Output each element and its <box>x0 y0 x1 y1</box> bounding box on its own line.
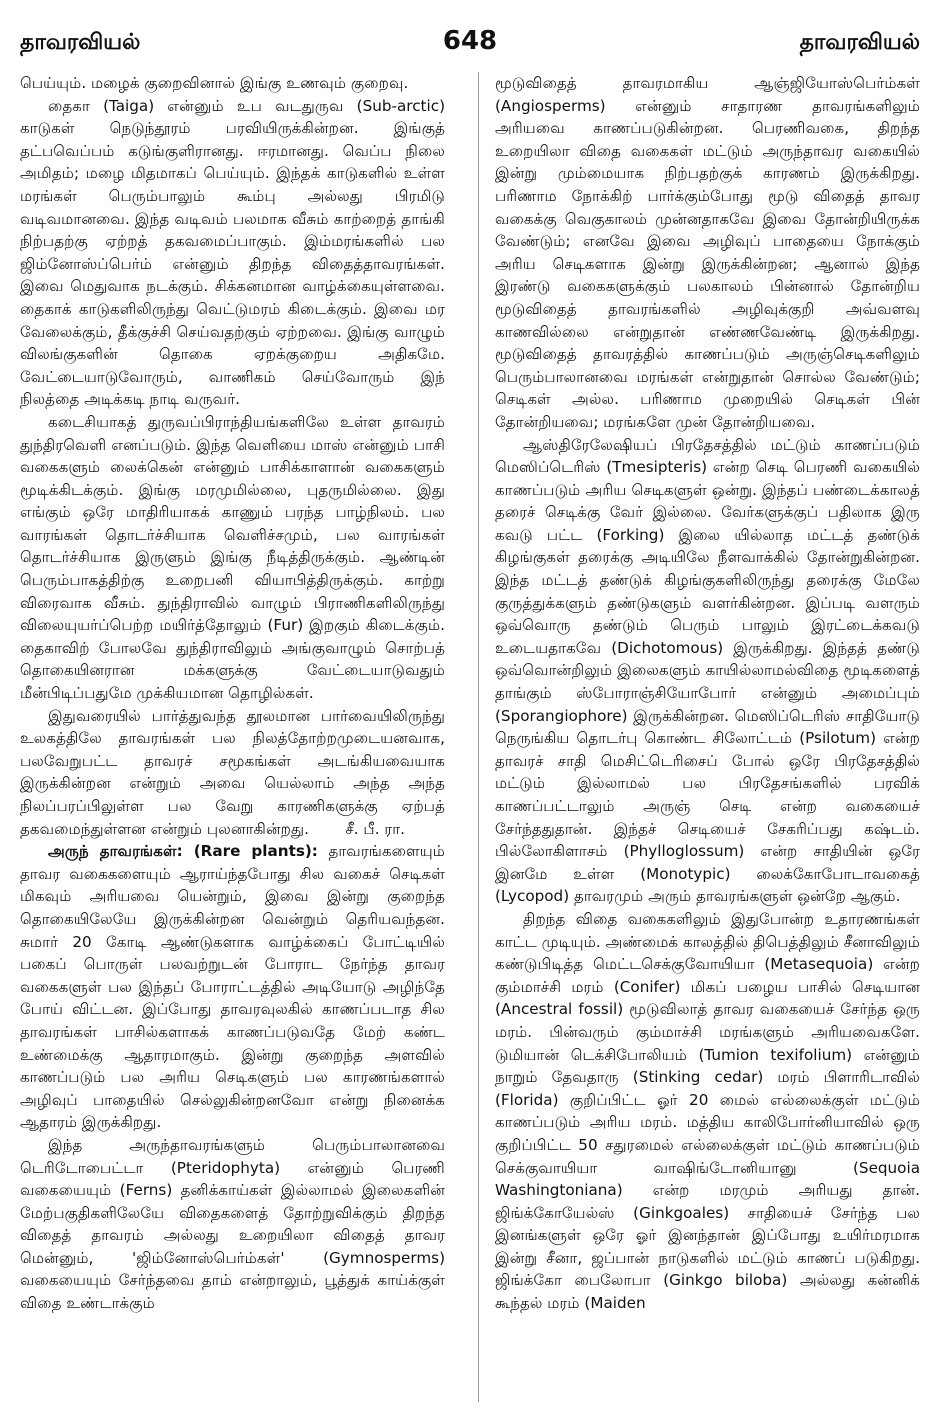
author-signature: சீ. பீ. ரா. <box>345 819 405 838</box>
running-title-right: தாவரவியல் <box>799 30 920 55</box>
column-divider <box>478 72 479 1402</box>
section-paragraph <box>20 840 445 1134</box>
section-heading: அருந் தாவரங்கள்: (Rare plants): <box>48 842 318 861</box>
paragraph: மூடுவிதைத் தாவரமாகிய ஆஞ்ஜியோஸ்பெர்ம்கள் (Angiosperms) என்னும் சாதாரண தாவரங்களிலும் அரியவை காணப்படுகின்றன. பெரணிவகை, திறந்த உறையிலா விதை வகைகள் மட்டும் அருந்தாவர வகையில் இன்று மும்மையாக நிற்பதற்குக் காரணம் இருக்கிறது. பரிணாம நோக்கிற் பார்க்கும்போது மூடு விதைத் தாவர வகைக்கு வெகுகாலம் முன்னதாகவே இவை தோன்றியிருக்க வேண்டும்; எனவே இவை அழிவுப் பாதையை நோக்கும் அரிய செடிகளாக இன்று இருக்கின்றன; ஆனால் இந்த இரண்டு வகைகளுக்கும் பலகாலம் பின்னால் தோன்றிய மூடுவிதைத் தாவரங்களில் அழிவுக்குறி அவ்வளவு காணவில்லை என்றுதான் எண்ணவேண்டி இருக்கிறது. மூடுவிதைத் தாவரத்தில் காணப்படும் அருஞ்செடிகளிலும் பெரும்பாலானவை மரங்கள் என்றுதான் சொல்ல வேண்டும்; செடிகள் அல்ல. பரிணாம முறையில் செடிகள் பின் தோன்றியவை; மரங்களே முன் தோன்றியவை. <box>495 74 920 431</box>
paragraph-text: தாவரங்களையும் தாவர வகைகளையும் ஆராய்ந்தபோது சில வகைச் செடிகள் மிகவும் அரியவை யென்றும், இவை இன்று குறைந்த தொகையிலேயே இருக்கின்றன வென்றும் தெரியவந்தன. சுமார் 20 கோடி ஆண்டுகளாக வாழ்க்கைப் போட்டியில் பகைப் பொருள் பலவற்றுடன் போராட நேர்ந்த தாவர வகைகளுள் பல இந்தப் போராட்டத்தில் அடியோடு அழிந்தே போய் விட்டன. இப்போது தாவரவுலகில் காணப்படாத சில தாவரங்கள் பாசில்களாகக் காணப்படுவதே மேற் கண்ட உண்மைக்கு ஆதாரமாகும். இன்று குறைந்த அளவில் காணப்படும் பல அரிய செடிகளும் பல காரணங்களால் அழிவுப் பாதையில் செல்லுகின்றனவோ என்று நினைக்க ஆதாரம் இருக்கிறது. <box>20 842 445 1132</box>
page-number: 648 <box>442 26 498 56</box>
page-header <box>20 26 920 64</box>
paragraph: இதுவரையில் பார்த்துவந்த தூலமான பார்வையிலிருந்து உலகத்திலே தாவரங்கள் பல நிலத்தோற்றமுடையனவாக, பலவேறுபட்ட தாவரச் சமூகங்கள் அடங்கியவையாக இருக்கின்றன என்றும் அவை யெல்லாம் அந்த அந்த நிலப்பரப்பிலுள்ள பல வேறு காரணிகளுக்கு ஏற்பத் தகவமைந்துள்ளன என்றும் புலனாகின்றது. <box>20 706 445 838</box>
paragraph: பெய்யும். மழைக் குறைவினால் இங்கு உணவும் குறைவு. <box>20 74 409 92</box>
running-title-left: தாவரவியல் <box>20 30 141 55</box>
paragraph: தைகா (Taiga) என்னும் உப வடதுருவ (Sub-arctic) காடுகள் நெடுந்தூரம் பரவியிருக்கின்றன. இங்குத் தட்பவெப்பம் கடுங்குளிரானது. ஈரமானது. வெப்ப நிலை அமிதம்; மழை மிதமாகப் பெய்யும். இந்தக் காடுகளில் உள்ள மரங்கள் பெரும்பாலும் கூம்பு அல்லது பிரமிடு வடிவமானவை. இந்த வடிவம் பலமாக வீசும் காற்றைத் தாங்கி நிற்பதற்கு ஏற்றத் தகவமைப்பாகும். இம்மரங்களில் பல ஜிம்னோஸ்ப்பெர்ம் என்னும் திறந்த விதைத்தாவரங்கள். இவை மெதுவாக நடக்கும். சிக்கனமான வாழ்க்கையுள்ளவை. தைகாக் காடுகளிலிருந்து வெட்டுமரம் கிடைக்கும். இவை மர வேலைக்கும், தீக்குச்சி செய்வதற்கும் ஏற்றவை. இங்கு வாழும் விலங்குகளின் தொகை ஏறக்குறைய அதிகமே. வேட்டையாடுவோரும், வாணிகம் செய்வோரும் இந் நிலத்தை அடிக்கடி நாடி வருவர். <box>20 96 445 409</box>
right-column <box>495 72 920 1417</box>
paragraph: ஆஸ்திரேலேஷியப் பிரதேசத்தில் மட்டும் காணப்படும் மெஸிப்டெரிஸ் (Tmesipteris) என்ற செடி பெரணி வகையில் காணப்படும் அரிய செடிகளுள் ஒன்று. இந்தப் பண்டைக்காலத் தரைச் செடிக்கு வேர் இல்லை. வேர்களுக்குப் பதிலாக இரு கவடு பட்ட (Forking) இலை யில்லாத மட்டத் தண்டுக் கிழங்குகள் தரைக்கு அடியிலே நீளவாக்கில் தோன்றுகின்றன. இந்த மட்டத் தண்டுக் கிழங்குகளிலிருந்து தரைக்கு மேலே குருத்துக்களும் தண்டுகளும் வளர்கின்றன. இப்படி வளரும் ஒவ்வொரு தண்டும் பெரும் பாலும் இரட்டைக்கவடு உடையதாகவே (Dichotomous) இருக்கிறது. இந்தத் தண்டு ஒவ்வொன்றிலும் இலைகளும் காயில்லாமல்விதை மூடிகளைத் தாங்கும் ஸ்போராஞ்சியோபோர் என்னும் அமைப்பும் (Sporangiophore) இருக்கின்றன. மெஸிப்டெரிஸ் சாதியோடு நெருங்கிய தொடர்பு கொண்ட சிலோட்டம் (Psilotum) என்ற தாவரச் சாதி மெசிட்டெரிசைப் போல் ஒரே பிரதேசத்தில் மட்டும் இல்லாமல் பல பிரதேசங்களில் பரவிக் காணப்பட்டாலும் அருஞ் செடி என்ற வகையைச் சேர்ந்ததுதான். இந்தச் செடியைச் சேகரிப்பது கஷ்டம். பில்லோகிளாசம் (Phylloglossum) என்ற சாதியின் ஒரே இனமே உள்ள (Monotypic) லைக்கோபோடாவகைத் (Lycopod) தாவரமும் அரும் தாவரங்களுள் ஒன்றே ஆகும். <box>495 435 920 906</box>
paragraph: கடைசியாகத் துருவப்பிராந்தியங்களிலே உள்ள தாவரம் துந்திரவெளி எனப்படும். இந்த வெளியை மாஸ் என்னும் பாசி வகைகளும் லைக்கென் என்னும் பாசிக்காளான் வகைகளும் மூடிக்கிடக்கும். இங்கு மரமுமில்லை, புதருமில்லை. இது எங்கும் ஒரே மாதிரியாகக் காணும் பரந்த பாழ்நிலம். பல வாரங்கள் தொடர்ச்சியாக வெளிச்சமும், பல வாரங்கள் தொடர்ச்சியாக இருளும் இங்கு நீடித்திருக்கும். ஆண்டின் பெரும்பாகத்திற்கு உறைபனி வியாபித்திருக்கும். காற்று விரைவாக வீசும். துந்திராவில் வாழும் பிராணிகளிலிருந்து விலையுயர்ப்பெற்ற மயிர்த்தோலும் (Fur) இறகும் கிடைக்கும். தைகாவிற் போலவே துந்திராவிலும் அங்குவாழும் சொற்பத் தொகையினரான மக்களுக்கு வேட்டையாடுவதும் மீன்பிடிப்பதுமே முக்கியமான தொழில்கள். <box>20 412 445 703</box>
left-column <box>20 72 445 1417</box>
paragraph: இந்த அருந்தாவரங்களும் பெரும்பாலானவை டெரிடோபைட்டா (Pteridophyta) என்னும் பெரணி வகையையும் (Ferns) தனிக்காய்கள் இல்லாமல் இலைகளின் மேற்பகுதிகளிலேயே விதைகளைத் தோற்றுவிக்கும் திறந்த விதைத் தாவரம் அல்லது உறையிலா விதைத் தாவர மென்னும், 'ஜிம்னோஸ்பெர்ம்கள்' (Gymnosperms) வகையையும் சேர்ந்தவை தாம் என்றாலும், பூத்துக் காய்க்குள் விதை உண்டாக்கும் <box>20 1135 445 1313</box>
paragraph: திறந்த விதை வகைகளிலும் இதுபோன்ற உதாரணங்கள் காட்ட முடியும். அண்மைக் காலத்தில் திபெத்திலும் சீனாவிலும் கண்டுபிடித்த மெட்டசெக்குவோயியா (Metasequoia) என்ற கும்மாச்சி மரம் (Conifer) மிகப் பழைய பாசில் செடியான (Ancestral fossil) மூடுவிலாத் தாவர வகையைச் சேர்ந்த ஒரு மரம். பின்வரும் கும்மாச்சி மரங்களும் அரியவைகளே. டுமியான் டெக்சிபோலியம் (Tumion texifolium) என்னும் நாறும் தேவதாரு (Stinking cedar) மரம் பிளாரிடாவில் (Florida) குறிப்பிட்ட ஓர் 20 மைல் எல்லைக்குள் மட்டும் காணப்படும் அரிய மரம். மத்திய காலிபோர்னியாவில் ஒரு குறிப்பிட்ட 50 சதுரமைல் எல்லைக்குள் மட்டும் காணப்படும் செக்குவாயியா வாஷிங்டோனியானு (Sequoia Washingtoniana) என்ற மரமும் அரியது தான். ஜிங்க்கோயேல்ஸ் (Ginkgoales) சாதியைச் சேர்ந்த பல இனங்களுள் ஒரே ஓர் இனந்தான் இப்போது உயிர்மரமாக இன்று சீனா, ஜப்பான் நாடுகளில் மட்டும் காணப் படுகிறது. ஜிங்க்கோ பைலோபா (Ginkgo biloba) அல்லது கன்னிக் கூந்தல் மரம் (Maiden <box>495 909 920 1313</box>
